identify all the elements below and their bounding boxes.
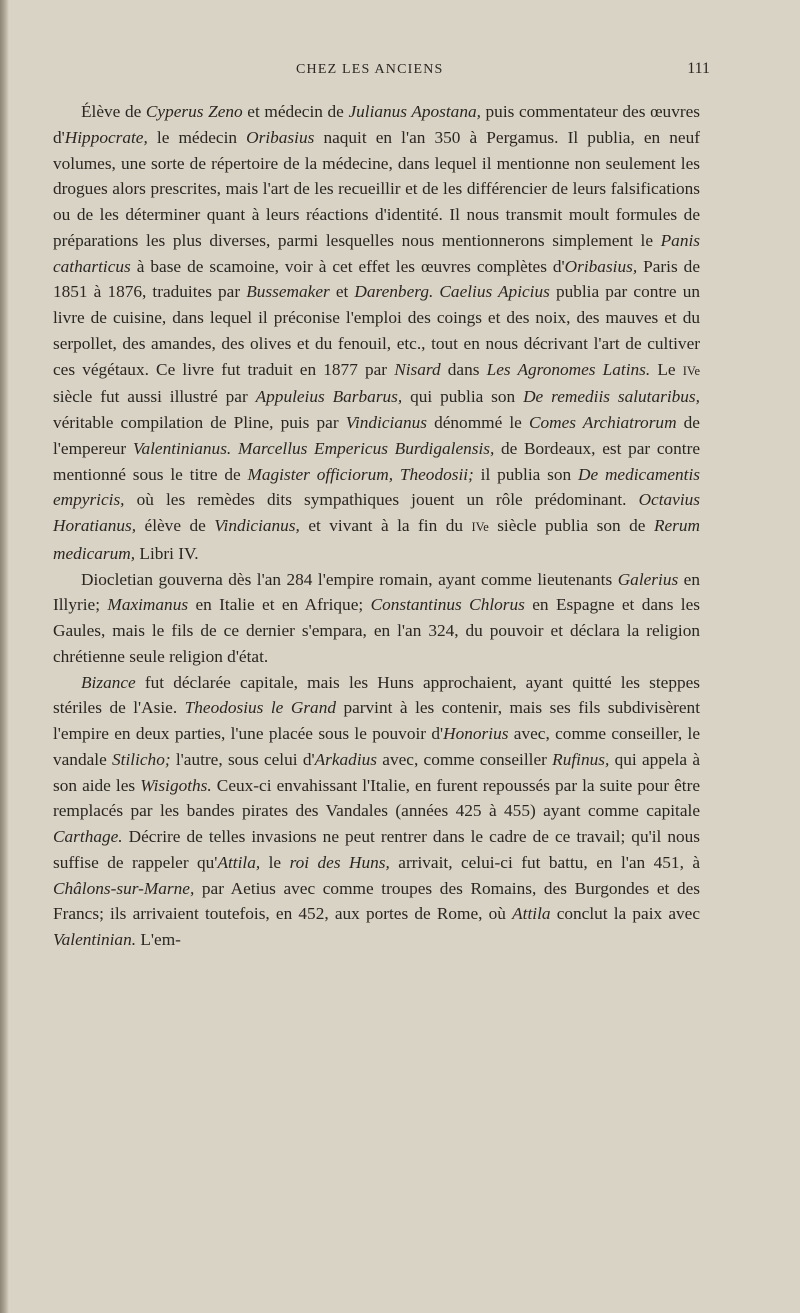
text-run: siècle publia son de [488, 516, 654, 535]
text-run: et [329, 282, 355, 302]
roman-numeral: IVe [471, 520, 489, 534]
italic-run: Rerum medicarum, [53, 516, 701, 563]
text-run: Décrire de telles invasions ne peut rentrer dans le cadre de ce travail; qu'il nous suffise de rappeler qu' [53, 827, 700, 872]
italic-run: De medicamentis empyricis, [53, 464, 700, 510]
paragraph [53, 567, 700, 670]
roman-numeral: IVe [682, 363, 701, 378]
text-run: il publia son [473, 464, 578, 484]
italic-run: Valentinian. [53, 930, 137, 949]
text-run: le [260, 852, 290, 872]
italic-run: Bizance [81, 672, 136, 692]
running-head [50, 60, 710, 84]
paragraph [53, 99, 700, 567]
italic-run: Hippocrate, [64, 127, 148, 147]
text-run: Élève de [81, 102, 146, 121]
italic-run: roi des Huns, [289, 852, 390, 872]
text-run: avec, comme conseiller, le vandale [53, 724, 700, 769]
text-run: L'em- [136, 930, 181, 949]
italic-run: Marcellus Empericus Burdigalensis, [237, 438, 495, 458]
italic-run: Valentinianus. [132, 438, 232, 458]
text-run [231, 439, 238, 458]
text-run: de Bordeaux, est par contre mentionné sous le titre de [53, 438, 700, 484]
italic-run: Vindicianus, [214, 516, 300, 535]
text-run: Diocletian gouverna dès l'an 284 l'empire romain, ayant comme lieutenants [81, 569, 618, 589]
italic-run: Arkadius [314, 749, 377, 769]
text-run: publia par contre un livre de cuisine, dans lequel il préconise l'emploi des coings et des noix, des mauves et du serpollet, des amandes, des olives et du fenouil, etc., tout en nous décrivant l'art de cultiver ces végétaux. Ce livre fut traduit en 1877 par [53, 282, 700, 379]
italic-run: Honorius [443, 724, 509, 743]
italic-run: Galerius [617, 569, 679, 589]
text-run: l'autre, sous celui d' [170, 749, 315, 769]
italic-run: Octavius Horatianus, [53, 490, 700, 535]
text-run: où les remèdes dits sympathiques jouent un rôle prédominant. [124, 490, 639, 510]
italic-run: Comes Archiatrorum [528, 413, 677, 432]
italic-run: Darenberg. [354, 282, 434, 302]
text-run: véritable compilation de Pline, puis par [53, 413, 346, 432]
italic-run: Stilicho; [112, 749, 171, 769]
text-run: naquit en l'an 350 à Pergamus. Il publia, en neuf volumes, une sorte de répertoire de la médecine, dans lequel il mentionne non seulement les drogues alors prescrites, mais l'art de les recueillir et de les différencier de leurs falsifications ou de les déterminer quant à leurs réactions d'identité. Il nous transmit moult formules de préparations les plus diverses, parmi lesquelles nous mentionnerons simplement le [53, 127, 701, 250]
text-run: le médecin [147, 127, 247, 147]
text-run: parvint à les contenir, mais ses fils subdivisèrent l'empire en deux parties, l'une placée sous le pouvoir d' [53, 698, 700, 743]
text-run: dans [440, 359, 487, 379]
text-run: dénommé le [426, 413, 529, 432]
text-run: Paris de 1851 à 1876, traduites par [53, 256, 700, 302]
italic-run: Theodosius le Grand [184, 698, 336, 718]
italic-run: Magister officiorum, Theodosii; [247, 464, 474, 484]
text-run: avec, comme conseiller [377, 749, 553, 769]
text-run: par Aetius avec comme troupes des Romains, des Burgondes et des Francs; ils arrivaient toutefois, en 452, aux portes de Rome, où [53, 878, 700, 924]
italic-run: Panis catharticus [53, 230, 700, 276]
italic-run: Châlons-sur-Marne, [53, 878, 195, 898]
text-run: à base de scamoine, voir à cet effet les œuvres complètes d' [130, 256, 565, 276]
italic-run: Vindicianus [345, 413, 427, 432]
italic-run: Rufinus, [552, 749, 610, 769]
running-head-title: CHEZ LES ANCIENS [296, 62, 444, 77]
italic-run: Bussemaker [246, 282, 330, 302]
page-number: 111 [687, 60, 710, 77]
text-run: élève de [136, 516, 215, 535]
italic-run: Caelius Apicius [439, 282, 550, 302]
text-run: arrivait, celui-ci fut battu, en l'an 451, à [389, 852, 701, 872]
text-run: en Espagne et dans les Gaules, mais le fils de ce dernier s'empara, en l'an 324, du pouvoir et déclara la religion chrétienne seule religion d'état. [53, 595, 700, 666]
text-run: en Illyrie; [53, 569, 700, 615]
text-run: Libri IV. [135, 543, 199, 563]
text-run: en Italie et en Afrique; [188, 595, 371, 615]
paragraph [53, 670, 700, 953]
text-run: Ceux-ci envahissant l'Italie, en furent repoussés par la suite pour être remplacés par les bandes pirates des Vandales (années 425 à 455) ayant comme capitale [53, 775, 701, 821]
italic-run: Cyperus Zeno [145, 102, 243, 121]
italic-run: Maximanus [107, 595, 189, 615]
text-run: fut déclarée capitale, mais les Huns approchaient, ayant quitté les steppes stériles de l'Asie. [53, 672, 700, 718]
italic-run: De remediis salutaribus, [523, 387, 700, 407]
italic-run: Attila, [217, 852, 261, 872]
text-run: qui appela à son aide les [53, 749, 701, 795]
body-text [53, 99, 700, 953]
italic-run: Appuleius Barbarus, [255, 387, 403, 407]
italic-run: Oribasius, [564, 256, 638, 276]
italic-run: Attila [512, 904, 551, 924]
italic-run: Julianus Apostana, [348, 102, 481, 121]
italic-run: Nisard [394, 359, 441, 379]
text-run: conclut la paix avec [550, 904, 700, 924]
text-run: de l'empereur [53, 413, 700, 458]
italic-run: Constantinus Chlorus [370, 595, 525, 615]
text-run: Le [650, 359, 683, 379]
text-run: et médecin de [242, 102, 349, 121]
text-run: puis commentateur des œuvres d' [53, 102, 700, 147]
italic-run: Oribasius [246, 127, 315, 147]
italic-run: Wisigoths. [140, 775, 212, 795]
text-run: qui publia son [402, 387, 524, 407]
text-run: siècle fut aussi illustré par [53, 387, 256, 407]
italic-run: Les Agronomes Latins. [486, 359, 651, 379]
text-run: et vivant à la fin du [299, 516, 472, 535]
italic-run: Carthage. [53, 827, 123, 846]
